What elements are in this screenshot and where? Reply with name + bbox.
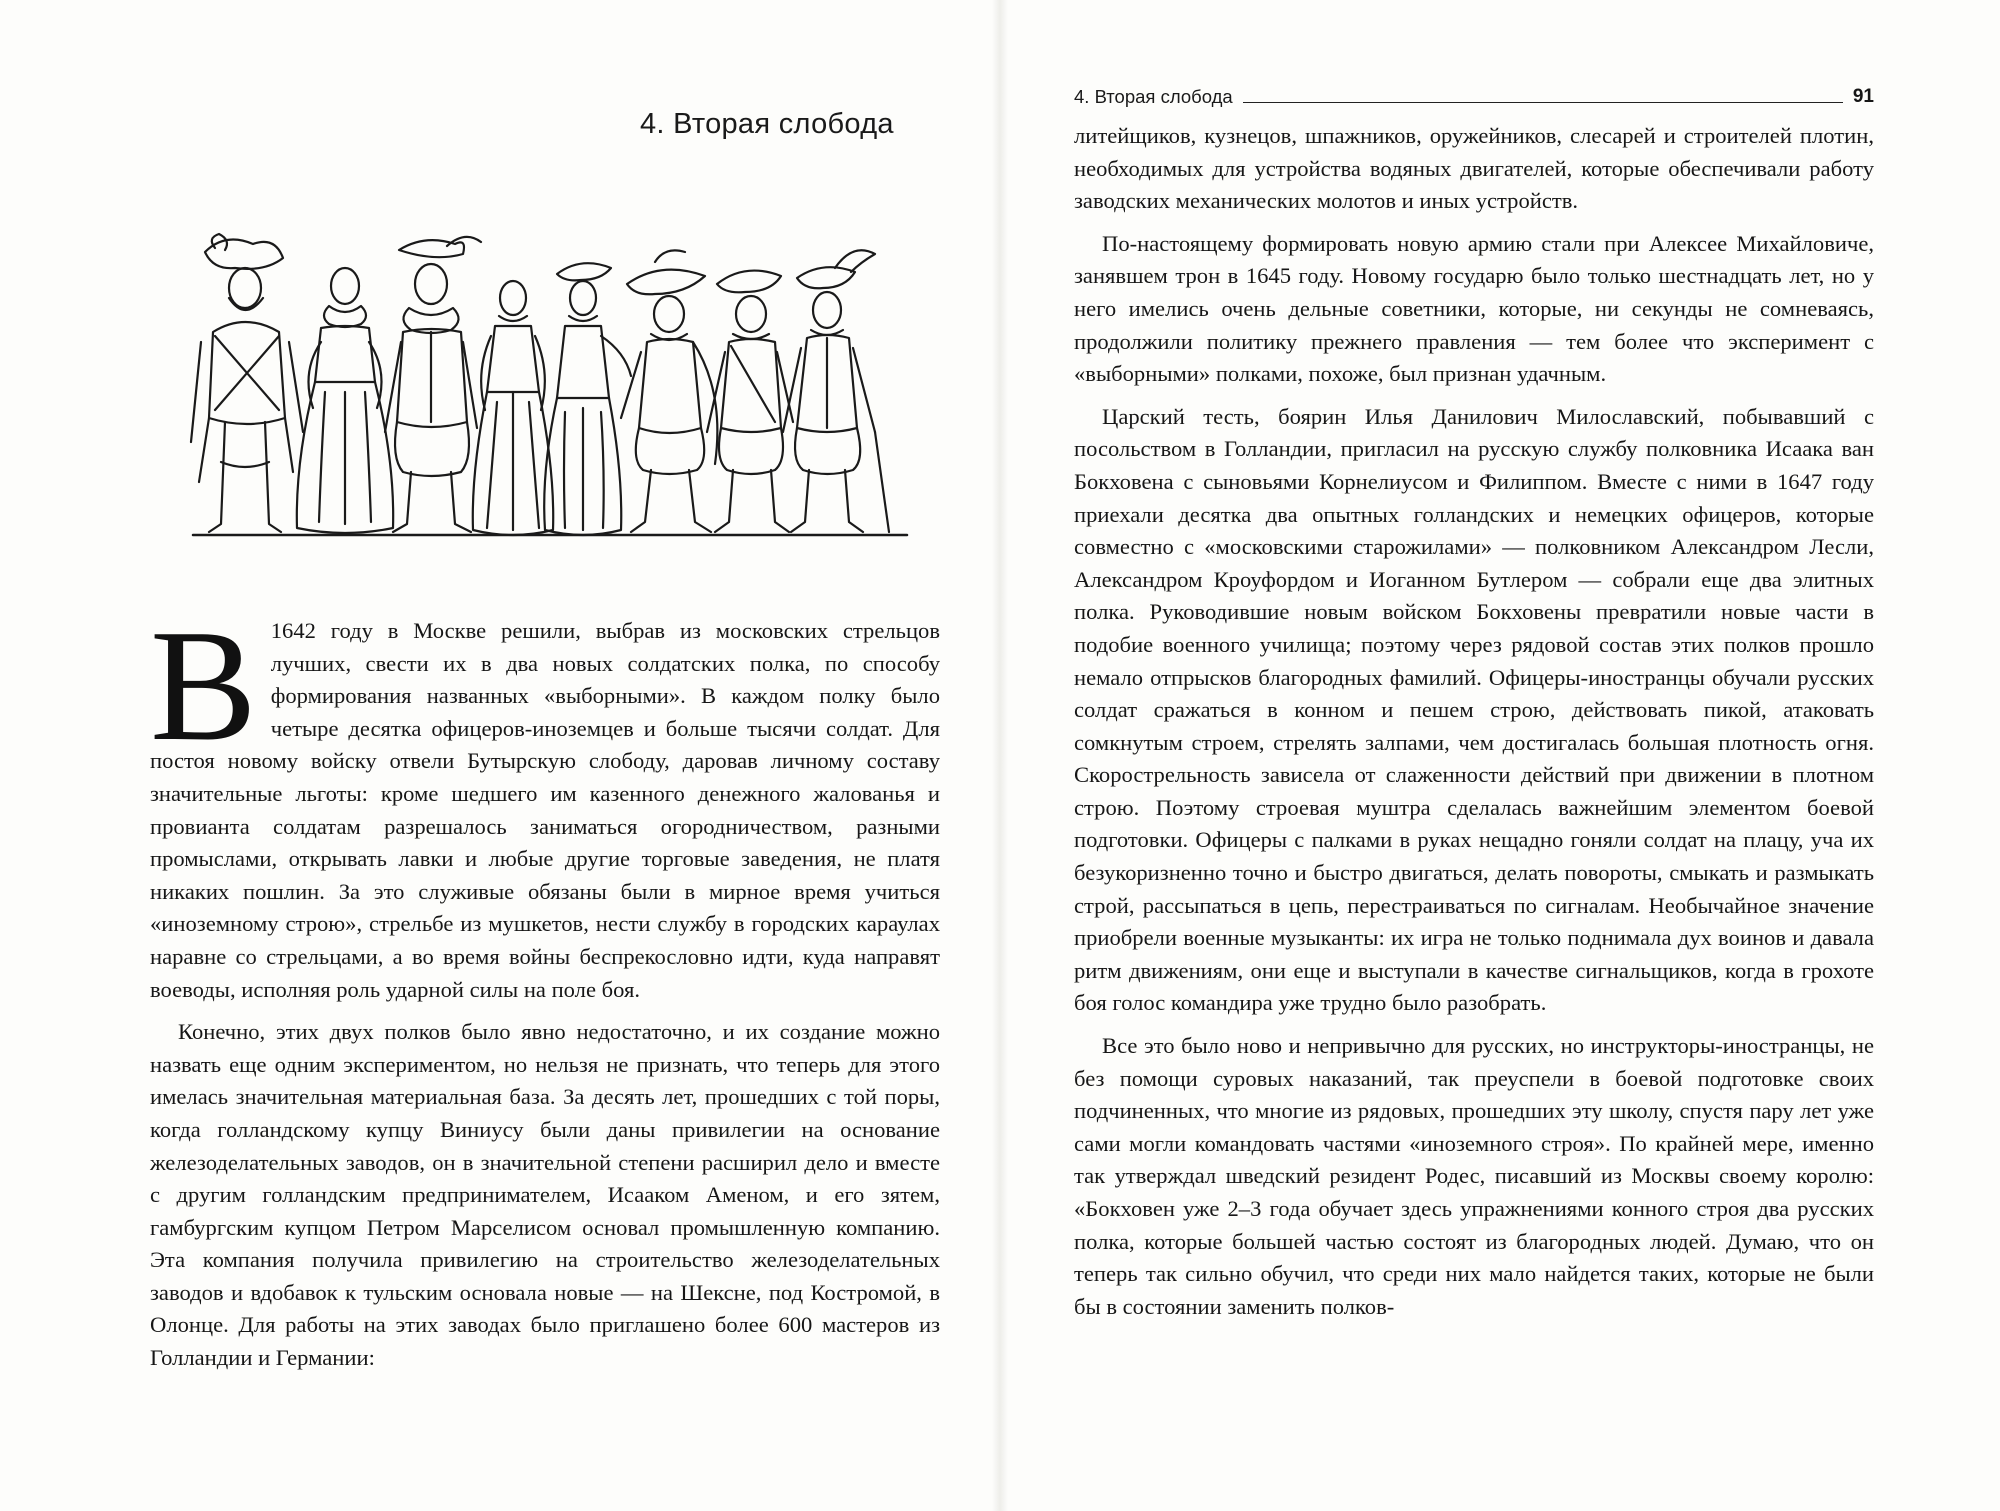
page-number: 91	[1852, 86, 1874, 107]
chapter-title: 4. Вторая слобода	[640, 108, 894, 140]
paragraph: Конечно, этих двух полков было явно недостаточно, и их создание можно назвать еще одним экспериментом, но нельзя не признать, что теперь для этого имелась значительная материальная база. За десять лет, прошедших с той поры, когда голландскому купцу Виниусу были даны привилегии на основание железоделательных заводов, он в значительной степени расширил дело и вместе с другим голландским предпринимателем, Исааком Аменом, и его зятем, гамбургским купцом Петром Марселисом основал промышленную компанию. Эта компания получила привилегию на строительство железоделательных заводов и вдобавок к тульским основала новые — на Шексне, под Костромой, в Олонце. Для работы на этих заводах было приглашено более 600 мастеров из Голландии и Германии:	[150, 1019, 940, 1371]
right-page	[1074, 0, 1874, 1511]
paragraph: Царский тесть, боярин Илья Данилович Милославский, побывавший с посольством в Голландии, пригласил на русскую службу полковника Исаака ван Бокховена с сыновьями Корнелиусом и Филиппом. Вместе с ними в 1647 году приехали десятка два опытных голландских и немецких офицеров, которые совместно с «московскими старожилами» — полковником Александром Лесли, Александром Кроуфордом и Иоганном Бутлером — собрали еще два элитных полка. Руководившие новым войском Бокховены превратили новые части в подобие военного училища; поэтому через рядовой состав этих полков прошло немало отпрысков благородных фамилий. Офицеры-иностранцы обучали русских солдат сражаться в конном и пешем строю, действовать пикой, атаковать сомкнутым строем, стрелять залпами, чем достигалась большая плотность огня. Скорострельность зависела от слаженности действий при движении в плотном строю. Поэтому строевая муштра сделалась важнейшим элементом боевой подготовки. Офицеры с палками в руках нещадно гоняли солдат на плацу, уча их безукоризненно точно и быстро двигаться, делать повороты, смыкать и размыкать строй, рассыпаться в цепь, перестраиваться по сигналам. Необычайное значение приобрели военные музыканты: их игра не только поднимала дух воинов и давала ритм движениям, они еще и выступали в качестве сигнальщиков, когда в грохоте боя голос командира уже трудно было разобрать.	[1074, 403, 1874, 1016]
paragraph-text: 1642 году в Москве решили, выбрав из московских стрельцов лучших, свести их в два новых солдатских полка, по способу формирования названных «выборными». В каждом полку было четыре десятка офицеров-иноземцев и больше тысячи солдат. Для постоя новому войску отвели Бутырскую слободу, даровав личному составу значительные льготы: кроме шедшего им казенного денежного жалованья и провианта солдатам разрешалось заниматься огородничеством, разными промыслами, открывать лавки и любые другие торговые заведения, не платя никаких пошлин. За это служивые обязаны были в мирное время учиться «иноземному строю», стрельбе из мушкетов, нести службу в городских караулах наравне со стрельцами, а во время войны беспрекословно идти, куда направят воеводы, исполняя роль ударной силы на поле боя.	[150, 618, 940, 1002]
paragraph	[150, 596, 940, 1006]
left-page-text	[150, 596, 940, 1375]
book-gutter	[992, 0, 1008, 1511]
costume-figures-illustration	[185, 232, 915, 547]
dropcap-letter: В	[150, 596, 257, 774]
running-header	[1074, 84, 1874, 108]
header-rule	[1243, 102, 1843, 103]
running-head-title: 4. Вторая слобода	[1074, 86, 1233, 107]
paragraph: По-настоящему формировать новую армию стали при Алексее Михайловиче, занявшем трон в 1645 году. Новому государю было только шестнадцать лет, но у него имелись очень дельные советники, которые, ни секунды не сомневаясь, продолжили политику прежнего правления — тем более что эксперимент с «выборными» полками, похоже, был признан удачным.	[1074, 230, 1874, 387]
left-page	[150, 0, 940, 1511]
right-page-text	[1074, 120, 1874, 1323]
period-costume-figures-icon	[185, 232, 915, 547]
paragraph: Все это было ново и непривычно для русских, но инструкторы-иностранцы, не без помощи суровых наказаний, так преуспели в боевой подготовке своих подчиненных, что многие из рядовых, прошедших эту школу, спустя пару лет уже сами могли командовать частями «иноземного строя». По крайней мере, именно так утверждал шведский резидент Родес, писавший из Москвы своему королю: «Бокховен уже 2–3 года обучает здесь упражнениями конного строя два русских полка, которые большей частью состоят из благородных людей. Думаю, что он теперь так сильно обучил, что среди них мало найдется таких, которые не были бы в состоянии заменить полков-	[1074, 1033, 1874, 1319]
paragraph: литейщиков, кузнецов, шпажников, оружейников, слесарей и строителей плотин, необходимых для устройства водяных двигателей, которые обеспечивали работу заводских механических молотов и иных устройств.	[1074, 123, 1874, 214]
